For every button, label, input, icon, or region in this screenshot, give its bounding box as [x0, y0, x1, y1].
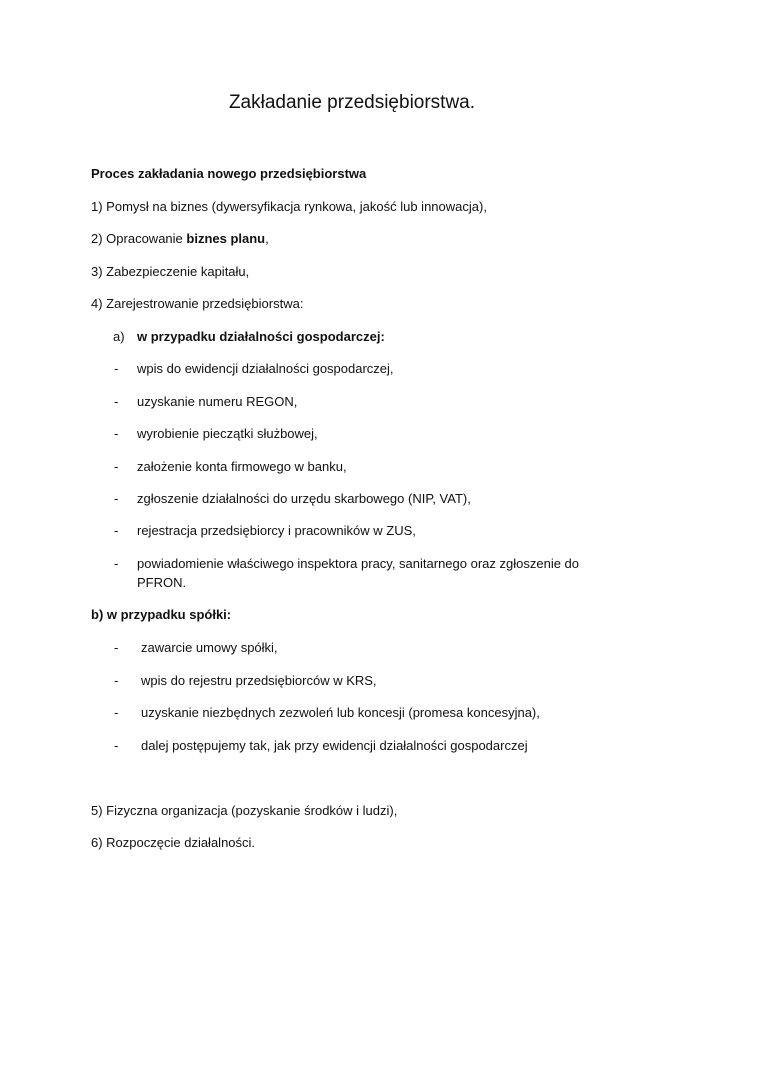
- case-a-item: powiadomienie właściwego inspektora pracy, sanitarnego oraz zgłoszenie do: [137, 556, 580, 571]
- step-2: [91, 230, 269, 248]
- section-heading: Proces zakładania nowego przedsiębiorstwa: [91, 166, 367, 181]
- case-a-item: rejestracja przedsiębiorcy i pracowników w ZUS,: [137, 523, 416, 538]
- case-a-item-continuation: PFRON.: [137, 575, 187, 590]
- case-b-item: dalej postępujemy tak, jak przy ewidencji działalności gospodarczej: [141, 738, 528, 753]
- case-b-item: uzyskanie niezbędnych zezwoleń lub koncesji (promesa koncesyjna),: [141, 705, 540, 720]
- step-5: 5) Fizyczna organizacja (pozyskanie środków i ludzi),: [91, 803, 398, 818]
- case-a-heading: w przypadku działalności gospodarczej:: [137, 329, 385, 344]
- case-b-dash: -: [114, 705, 119, 720]
- case-a-dash: -: [114, 459, 119, 474]
- case-a-item: założenie konta firmowego w banku,: [137, 459, 347, 474]
- case-a-dash: -: [114, 394, 119, 409]
- step-2-prefix: 2) Opracowanie: [91, 231, 187, 246]
- case-a-marker: a): [113, 329, 125, 344]
- case-a-item: wpis do ewidencji działalności gospodarczej,: [137, 361, 394, 376]
- step-4: 4) Zarejestrowanie przedsiębiorstwa:: [91, 296, 304, 311]
- case-a-item: uzyskanie numeru REGON,: [137, 394, 298, 409]
- document-title: Zakładanie przedsiębiorstwa.: [228, 92, 476, 113]
- case-a-dash: -: [114, 523, 119, 538]
- case-b-item: zawarcie umowy spółki,: [141, 640, 278, 655]
- step-1: 1) Pomysł na biznes (dywersyfikacja rynkowa, jakość lub innowacja),: [91, 199, 487, 214]
- case-b-heading: b) w przypadku spółki:: [91, 607, 232, 622]
- case-b-item: wpis do rejestru przedsiębiorców w KRS,: [141, 673, 377, 688]
- step-6: 6) Rozpoczęcie działalności.: [91, 835, 256, 850]
- case-a-dash: -: [114, 426, 119, 441]
- step-3: 3) Zabezpieczenie kapitału,: [91, 264, 250, 279]
- case-a-dash: -: [114, 361, 119, 376]
- case-a-item: wyrobienie pieczątki służbowej,: [137, 426, 318, 441]
- case-b-dash: -: [114, 673, 119, 688]
- case-b-dash: -: [114, 640, 119, 655]
- step-2-bold: biznes planu: [186, 231, 266, 246]
- step-2-suffix: ,: [265, 231, 269, 246]
- case-a-dash: -: [114, 491, 119, 506]
- case-a-item: zgłoszenie działalności do urzędu skarbowego (NIP, VAT),: [137, 491, 471, 506]
- case-b-dash: -: [114, 738, 119, 753]
- case-a-dash: -: [114, 556, 119, 571]
